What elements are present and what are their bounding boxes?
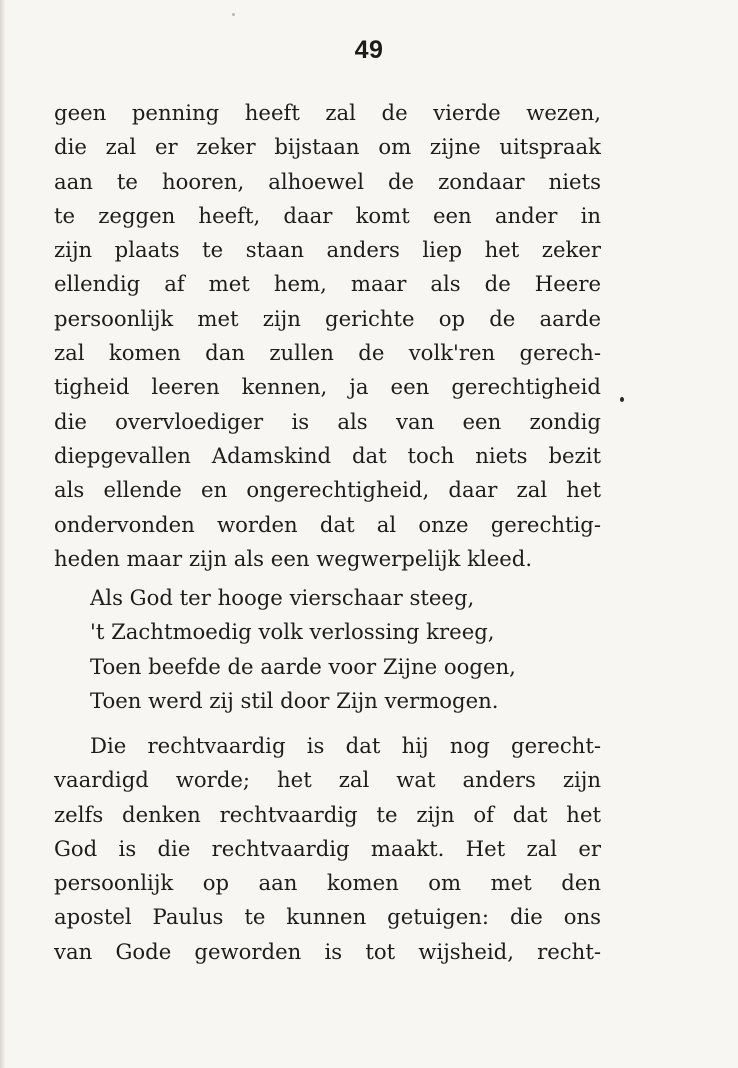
text-line: ellendig af met hem, maar als de Heere <box>54 271 601 297</box>
poem-line: 't Zachtmoedig volk verlossing kreeg, <box>90 619 495 645</box>
text-line: als ellende en ongerechtigheid, daar zal het <box>54 477 601 503</box>
text-line: zal komen dan zullen de volk'ren gerech- <box>54 340 601 366</box>
text-line: die zal er zeker bijstaan om zijne uitspraak <box>54 134 601 160</box>
poem-stanza <box>90 581 605 718</box>
text-line: diepgevallen Adamskind dat toch niets bezit <box>54 442 601 468</box>
poem-line: Als God ter hooge vierschaar steeg, <box>90 585 475 610</box>
paragraph-2 <box>54 729 601 969</box>
text-line: persoonlijk op aan komen om met den <box>54 870 601 896</box>
poem-line: Toen beefde de aarde voor Zijne oogen, <box>90 653 516 679</box>
text-line: die overvloediger is als van een zondig <box>54 408 601 434</box>
text-line: geen penning heeft zal de vierde wezen, <box>54 100 601 125</box>
text-line: van Gode geworden is tot wijsheid, recht- <box>54 938 601 964</box>
text-line: zelfs denken rechtvaardig te zijn of dat het <box>54 801 601 827</box>
text-line: aan te hooren, alhoewel de zondaar niets <box>54 168 601 194</box>
page-edge-shadow <box>0 0 6 1068</box>
paragraph-1 <box>54 96 601 576</box>
text-line: heden maar zijn als een wegwerpelijk kleed. <box>54 545 533 571</box>
paper-speck <box>232 13 235 16</box>
text-line: apostel Paulus te kunnen getuigen: die ons <box>54 904 601 930</box>
text-line: vaardigd worde; het zal wat anders zijn <box>54 767 601 793</box>
ink-speck <box>620 397 624 402</box>
poem-line: Toen werd zij stil door Zijn vermogen. <box>90 687 499 713</box>
text-line: tigheid leeren kennen, ja een gerechtigheid <box>54 374 601 400</box>
text-line: Die rechtvaardig is dat hij nog gerecht- <box>90 733 601 758</box>
text-line: ondervonden worden dat al onze gerechtig- <box>54 511 601 537</box>
text-line: God is die rechtvaardig maakt. Het zal er <box>54 835 601 861</box>
text-line: zijn plaats te staan anders liep het zeker <box>54 237 601 263</box>
page-number: 49 <box>354 36 384 64</box>
text-line: persoonlijk met zijn gerichte op de aarde <box>54 305 601 331</box>
text-line: te zeggen heeft, daar komt een ander in <box>54 202 601 228</box>
